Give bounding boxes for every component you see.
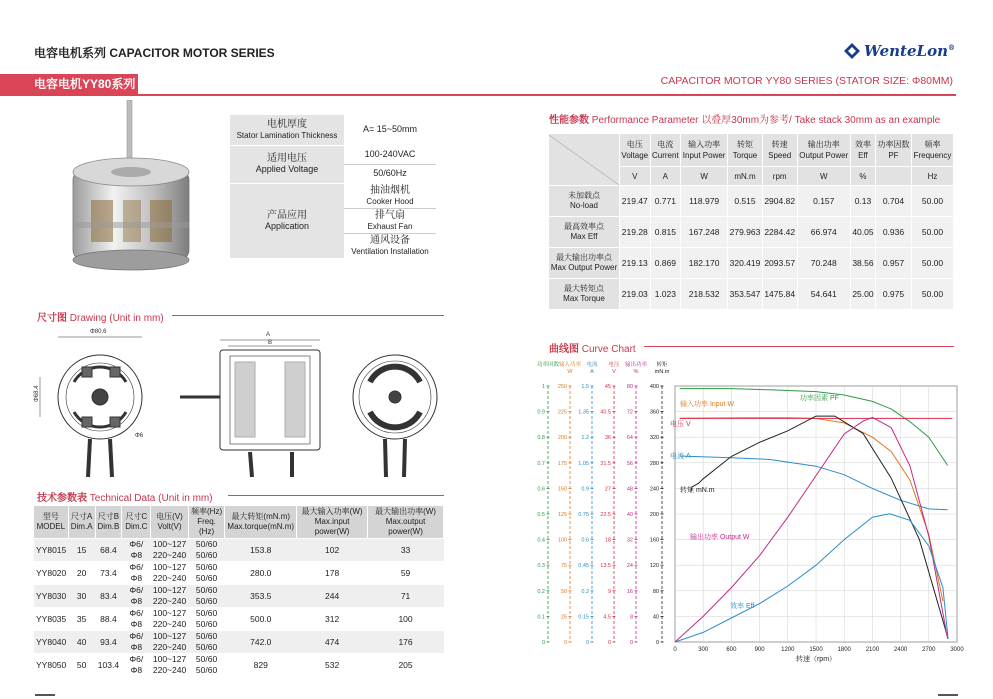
footer-rule-left <box>35 694 55 696</box>
y-tick-label: 125 <box>557 512 567 518</box>
y-tick-label: 160 <box>649 537 659 544</box>
y-axis-title: 电压 <box>608 362 620 368</box>
performance-unit-cell: W <box>681 167 728 186</box>
series-label: 电压 V <box>670 421 691 428</box>
tech-table-row <box>34 562 444 585</box>
y-tick-label: 64 <box>626 435 633 442</box>
x-tick-label: 3000 <box>950 647 964 653</box>
performance-value-cell: 66.974 <box>797 217 850 248</box>
tech-cell-pin: 244 <box>297 585 368 608</box>
tech-cell-voltage: 100~127 220~240 <box>152 585 187 606</box>
tech-cell-pin: 532 <box>297 654 368 677</box>
tech-cell-b: 68.4 <box>95 539 122 562</box>
performance-value-cell: 353.547 <box>728 279 763 310</box>
y-tick-label: 9 <box>607 588 611 595</box>
tech-table-row <box>34 539 444 562</box>
y-axis-title: 输入功率 <box>558 362 582 368</box>
tech-cell-pin: 178 <box>297 562 368 585</box>
x-tick-label: 1200 <box>781 647 795 653</box>
tech-cell-torque: 829 <box>225 654 297 677</box>
y-tick-label: 45 <box>604 384 611 390</box>
page-title: 电容电机系列 CAPACITOR MOTOR SERIES <box>34 46 275 60</box>
tech-cell-a: 50 <box>68 654 95 677</box>
technical-section-title: 技术参数表 Technical Data (Unit in mm) <box>37 493 213 504</box>
voltage-value: 100-240VAC <box>344 145 436 164</box>
dim-outer-diameter: Φ80.6 <box>90 329 107 335</box>
spec-table <box>230 115 436 259</box>
x-tick-label: 0 <box>673 647 677 653</box>
tech-cell-torque: 742.0 <box>225 631 297 654</box>
y-tick-label: 13.5 <box>600 563 611 570</box>
dim-inner-diameter: Φ68.4 <box>34 385 40 402</box>
performance-header-cell: 频率 Frequency <box>911 134 953 167</box>
dim-b-label: B <box>268 340 273 346</box>
y-tick-label: 0 <box>541 640 545 646</box>
y-axis-title: 输出功率 <box>624 362 648 368</box>
x-tick-label: 2700 <box>922 647 936 653</box>
tech-cell-frequency: 50/60 50/60 <box>188 654 225 677</box>
y-tick-label: 0.9 <box>581 486 589 493</box>
tech-cell-pout: 100 <box>368 608 444 631</box>
performance-row-label: 最大输出功率点 Max Output Power <box>549 248 620 279</box>
tech-cell-c: Φ6/Φ8 <box>122 539 151 562</box>
performance-value-cell: 50.00 <box>911 217 953 248</box>
y-tick-label: 0 <box>563 640 567 646</box>
front-view-drawing <box>40 337 142 477</box>
y-tick-label: 0.3 <box>581 588 589 595</box>
brand-logo <box>844 42 955 60</box>
banner-divider <box>0 94 956 96</box>
y-tick-label: 0 <box>629 640 633 646</box>
y-tick-label: 72 <box>626 409 633 416</box>
performance-value-cell: 1.023 <box>650 279 681 310</box>
tech-cell-pout: 176 <box>368 631 444 654</box>
performance-table <box>548 133 954 310</box>
tech-cell-pout: 33 <box>368 539 444 562</box>
performance-row <box>549 248 954 279</box>
tech-cell-a: 30 <box>68 585 95 608</box>
voltage-label: 适用电压 Applied Voltage <box>230 145 344 183</box>
performance-row <box>549 186 954 217</box>
footer-rule-right <box>938 694 958 696</box>
y-tick-label: 320 <box>649 435 659 442</box>
tech-table-row <box>34 654 444 677</box>
y-tick-label: 22.5 <box>600 512 611 518</box>
series-banner: 电容电机YY80系列 <box>0 74 138 94</box>
performance-header-cell: 电压 Voltage <box>620 134 651 167</box>
performance-row <box>549 279 954 310</box>
performance-value-cell: 0.975 <box>875 279 911 310</box>
tech-cell-model: YY8035 <box>34 608 68 631</box>
tech-cell-pin: 474 <box>297 631 368 654</box>
curve-section-title: 曲线图 Curve Chart <box>549 344 636 355</box>
performance-header-cell: 效率 Eff <box>850 134 875 167</box>
performance-value-cell: 118.979 <box>681 186 728 217</box>
y-tick-label: 75 <box>560 563 567 570</box>
performance-row-label: 未加载点 No-load <box>549 186 620 217</box>
tech-cell-pout: 205 <box>368 654 444 677</box>
performance-value-cell: 2284.42 <box>762 217 797 248</box>
y-tick-label: 0 <box>655 640 659 646</box>
tech-header-cell: 最大输入功率(W) Max.input power(W) <box>297 506 368 539</box>
y-tick-label: 0.3 <box>537 563 545 570</box>
y-tick-label: 0.7 <box>537 460 545 467</box>
y-tick-label: 400 <box>649 384 659 390</box>
y-axis-unit: W <box>567 369 573 375</box>
performance-corner-cell <box>549 134 620 186</box>
series-label: 功率因素 PF <box>800 395 839 402</box>
y-tick-label: 48 <box>626 486 633 493</box>
y-tick-label: 200 <box>649 512 659 518</box>
y-tick-label: 0.6 <box>537 486 545 493</box>
y-tick-label: 0.1 <box>537 614 545 621</box>
performance-value-cell: 219.28 <box>620 217 651 248</box>
y-tick-label: 0.75 <box>578 512 589 518</box>
side-view-drawing <box>180 340 320 477</box>
performance-row-label: 最大转矩点 Max Torque <box>549 279 620 310</box>
tech-cell-torque: 353.5 <box>225 585 297 608</box>
y-tick-label: 40 <box>652 614 659 621</box>
performance-header-cell: 转矩 Torque <box>728 134 763 167</box>
drawing-section-title: 尺寸图 Drawing (Unit in mm) <box>37 313 164 324</box>
thickness-value: A= 15~50mm <box>362 124 418 135</box>
performance-value-cell: 0.157 <box>797 186 850 217</box>
y-axis-unit: A <box>590 369 594 375</box>
performance-value-cell: 0.13 <box>850 186 875 217</box>
y-tick-label: 120 <box>649 563 659 570</box>
tech-cell-model: YY8050 <box>34 654 68 677</box>
tech-cell-b: 83.4 <box>95 585 122 608</box>
y-tick-label: 240 <box>649 486 659 493</box>
dim-shaft-diameter: Φ6 <box>135 433 144 439</box>
y-tick-label: 25 <box>560 614 567 621</box>
tech-header-cell: 型号 MODEL <box>34 506 68 539</box>
performance-row <box>549 217 954 248</box>
performance-value-cell: 54.641 <box>797 279 850 310</box>
tech-cell-frequency: 50/60 50/60 <box>188 608 225 631</box>
tech-table-row <box>34 631 444 654</box>
performance-header-cell: 功率因数 PF <box>875 134 911 167</box>
y-tick-label: 0 <box>607 640 611 646</box>
tech-table-row <box>34 585 444 608</box>
performance-value-cell: 50.00 <box>911 186 953 217</box>
tech-cell-frequency: 50/60 50/60 <box>188 562 225 585</box>
performance-header-cell: 输入功率 Input Power <box>681 134 728 167</box>
performance-value-cell: 0.704 <box>875 186 911 217</box>
y-tick-label: 50 <box>560 588 567 595</box>
performance-value-cell: 219.47 <box>620 186 651 217</box>
performance-value-cell: 0.957 <box>875 248 911 279</box>
y-axis-unit: % <box>633 369 639 375</box>
motor-photo <box>55 100 205 280</box>
series-label: 电流 A <box>670 453 691 460</box>
drawing-title-rule <box>172 315 444 316</box>
performance-unit-cell: V <box>620 167 651 186</box>
tech-cell-frequency: 50/60 50/60 <box>188 539 225 562</box>
tech-header-cell: 尺寸B Dim.B <box>95 506 122 539</box>
y-tick-label: 56 <box>626 460 633 467</box>
x-tick-label: 600 <box>726 647 737 653</box>
tech-cell-model: YY8015 <box>34 539 68 562</box>
y-tick-label: 80 <box>626 384 633 390</box>
technical-data-table <box>34 506 444 677</box>
y-tick-label: 360 <box>649 409 659 416</box>
performance-value-cell: 25.00 <box>850 279 875 310</box>
y-tick-label: 31.5 <box>600 460 611 467</box>
tech-cell-pout: 71 <box>368 585 444 608</box>
y-tick-label: 150 <box>557 486 567 493</box>
y-axis-unit: V <box>612 369 616 375</box>
tech-cell-torque: 280.0 <box>225 562 297 585</box>
y-tick-label: 1 <box>541 384 545 390</box>
performance-value-cell: 0.771 <box>650 186 681 217</box>
y-axis-title: 电流 <box>586 362 598 368</box>
performance-value-cell: 70.248 <box>797 248 850 279</box>
x-tick-label: 300 <box>698 647 709 653</box>
y-tick-label: 0.9 <box>537 409 545 416</box>
curve-title-rule <box>644 346 954 347</box>
tech-header-cell: 最大转矩(mN.m) Max.torque(mN.m) <box>225 506 297 539</box>
performance-header-cell: 转速 Speed <box>762 134 797 167</box>
y-tick-label: 0.15 <box>578 614 589 621</box>
tech-cell-pin: 312 <box>297 608 368 631</box>
tech-cell-pout: 59 <box>368 562 444 585</box>
performance-value-cell: 2093.57 <box>762 248 797 279</box>
tech-cell-c: Φ6/Φ8 <box>122 562 151 585</box>
y-tick-label: 175 <box>557 460 567 467</box>
performance-row-label: 最高效率点 Max Eff <box>549 217 620 248</box>
tech-cell-model: YY8020 <box>34 562 68 585</box>
tech-cell-c: Φ6/Φ8 <box>122 585 151 608</box>
tech-cell-b: 103.4 <box>95 654 122 677</box>
y-tick-label: 24 <box>626 563 633 570</box>
tech-cell-c: Φ6/Φ8 <box>122 631 151 654</box>
tech-cell-c: Φ6/Φ8 <box>122 654 151 677</box>
performance-value-cell: 0.815 <box>650 217 681 248</box>
tech-header-cell: 频率(Hz) Freq.(Hz) <box>188 506 225 539</box>
performance-value-cell: 0.936 <box>875 217 911 248</box>
y-tick-label: 0.4 <box>537 537 545 544</box>
tech-header-cell: 尺寸A Dim.A <box>68 506 95 539</box>
tech-table-row <box>34 608 444 631</box>
curve-chart <box>530 356 975 676</box>
y-tick-label: 1.05 <box>578 460 589 467</box>
performance-value-cell: 219.03 <box>620 279 651 310</box>
y-tick-label: 0.8 <box>537 435 545 442</box>
series-label: 效率 Eff <box>730 603 755 610</box>
brand-registered-mark: ® <box>948 43 955 52</box>
y-tick-label: 0 <box>585 640 589 646</box>
performance-value-cell: 40.05 <box>850 217 875 248</box>
tech-cell-voltage: 100~127 220~240 <box>152 654 187 676</box>
tech-cell-a: 20 <box>68 562 95 585</box>
tech-cell-b: 88.4 <box>95 608 122 631</box>
application-item: 抽油烟机 Cooker Hood <box>344 183 436 208</box>
tech-cell-b: 93.4 <box>95 631 122 654</box>
tech-cell-torque: 500.0 <box>225 608 297 631</box>
tech-cell-b: 73.4 <box>95 562 122 585</box>
y-tick-label: 200 <box>557 435 567 442</box>
y-tick-label: 18 <box>604 537 611 544</box>
performance-value-cell: 0.515 <box>728 186 763 217</box>
performance-value-cell: 1475.84 <box>762 279 797 310</box>
series-subtitle: CAPACITOR MOTOR YY80 SERIES (STATOR SIZE: Φ80MM) <box>660 75 953 87</box>
series-label: 输入功率 Input W <box>680 401 735 408</box>
y-tick-label: 0.2 <box>537 588 545 595</box>
tech-header-cell: 最大输出功率(W) Max.output power(W) <box>368 506 444 539</box>
tech-cell-a: 15 <box>68 539 95 562</box>
y-axis-title: 转矩 <box>656 362 668 368</box>
y-tick-label: 0.45 <box>578 563 589 570</box>
y-tick-label: 280 <box>649 460 659 467</box>
frequency-value: 50/60Hz <box>373 168 407 178</box>
y-tick-label: 225 <box>557 409 567 416</box>
performance-value-cell: 50.00 <box>911 279 953 310</box>
performance-section-title: 性能参数 Performance Parameter 以叠厚30mm为参考/ Take stack 30mm as an example <box>549 115 941 126</box>
y-tick-label: 80 <box>652 588 659 595</box>
x-axis-title: 转速（rpm） <box>795 656 837 663</box>
performance-value-cell: 182.170 <box>681 248 728 279</box>
brand-logo-icon <box>844 43 860 59</box>
tech-cell-voltage: 100~127 220~240 <box>152 631 187 652</box>
y-tick-label: 4.5 <box>603 614 611 621</box>
technical-title-rule <box>228 495 444 496</box>
brand-name: WenteLon <box>863 42 948 60</box>
performance-value-cell: 167.248 <box>681 217 728 248</box>
tech-cell-voltage: 100~127 220~240 <box>152 539 187 560</box>
tech-header-cell: 尺寸C Dim.C <box>122 506 151 539</box>
x-tick-label: 900 <box>754 647 765 653</box>
application-item: 排气扇 Exhaust Fan <box>344 208 436 233</box>
performance-value-cell: 38.56 <box>850 248 875 279</box>
tech-header-cell: 电压(V) Volt(V) <box>151 506 188 539</box>
y-tick-label: 36 <box>604 435 611 442</box>
x-tick-label: 1500 <box>809 647 823 653</box>
y-tick-label: 1.5 <box>581 384 589 390</box>
y-tick-label: 100 <box>557 537 567 544</box>
y-tick-label: 40.5 <box>600 409 611 416</box>
dim-a-label: A <box>266 332 271 338</box>
y-tick-label: 250 <box>557 384 567 390</box>
tech-cell-voltage: 100~127 220~240 <box>152 608 187 629</box>
tech-cell-a: 35 <box>68 608 95 631</box>
y-tick-label: 16 <box>626 588 633 595</box>
performance-header-cell: 输出功率 Output Power <box>797 134 850 167</box>
x-tick-label: 2400 <box>893 647 908 653</box>
y-tick-label: 0.6 <box>581 537 589 544</box>
tech-cell-model: YY8030 <box>34 585 68 608</box>
tech-cell-model: YY8040 <box>34 631 68 654</box>
thickness-label: 电机厚度 Stator Lamination Thickness <box>230 115 344 145</box>
performance-value-cell: 279.963 <box>728 217 763 248</box>
y-tick-label: 40 <box>626 512 633 518</box>
performance-unit-cell: % <box>850 167 875 186</box>
rear-view-drawing <box>353 355 437 477</box>
performance-value-cell: 50.00 <box>911 248 953 279</box>
x-tick-label: 1800 <box>837 647 851 653</box>
performance-value-cell: 320.419 <box>728 248 763 279</box>
y-tick-label: 8 <box>629 614 633 621</box>
performance-header-cell: 电流 Current <box>650 134 681 167</box>
performance-unit-cell: mN.m <box>728 167 763 186</box>
performance-unit-cell: W <box>797 167 850 186</box>
y-tick-label: 27 <box>604 486 611 493</box>
tech-cell-c: Φ6/Φ8 <box>122 608 151 631</box>
series-label: 转矩 mN.m <box>680 487 715 494</box>
tech-cell-pin: 102 <box>297 539 368 562</box>
y-axis-unit: mN.m <box>654 369 670 375</box>
application-item: 通风设备 Ventilation Installation <box>351 234 429 256</box>
series-label: 输出功率 Output W <box>690 534 750 541</box>
performance-unit-cell: Hz <box>911 167 953 186</box>
x-tick-label: 2100 <box>865 647 880 653</box>
performance-value-cell: 0.869 <box>650 248 681 279</box>
performance-unit-cell: A <box>650 167 681 186</box>
dimension-drawings <box>30 322 450 482</box>
tech-cell-voltage: 100~127 220~240 <box>152 562 187 583</box>
tech-cell-frequency: 50/60 50/60 <box>188 585 225 608</box>
y-tick-label: 1.2 <box>581 435 589 442</box>
performance-unit-cell <box>875 167 911 186</box>
y-tick-label: 1.35 <box>578 409 589 416</box>
tech-cell-frequency: 50/60 50/60 <box>188 631 225 654</box>
y-axis-title: 功率因数 <box>536 362 560 368</box>
performance-value-cell: 2904.82 <box>762 186 797 217</box>
application-label: 产品应用 Application <box>230 183 344 258</box>
tech-cell-torque: 153.8 <box>225 539 297 562</box>
tech-cell-a: 40 <box>68 631 95 654</box>
y-tick-label: 0.5 <box>537 512 545 518</box>
performance-value-cell: 218.532 <box>681 279 728 310</box>
performance-value-cell: 219.13 <box>620 248 651 279</box>
y-tick-label: 32 <box>626 537 633 544</box>
performance-unit-cell: rpm <box>762 167 797 186</box>
